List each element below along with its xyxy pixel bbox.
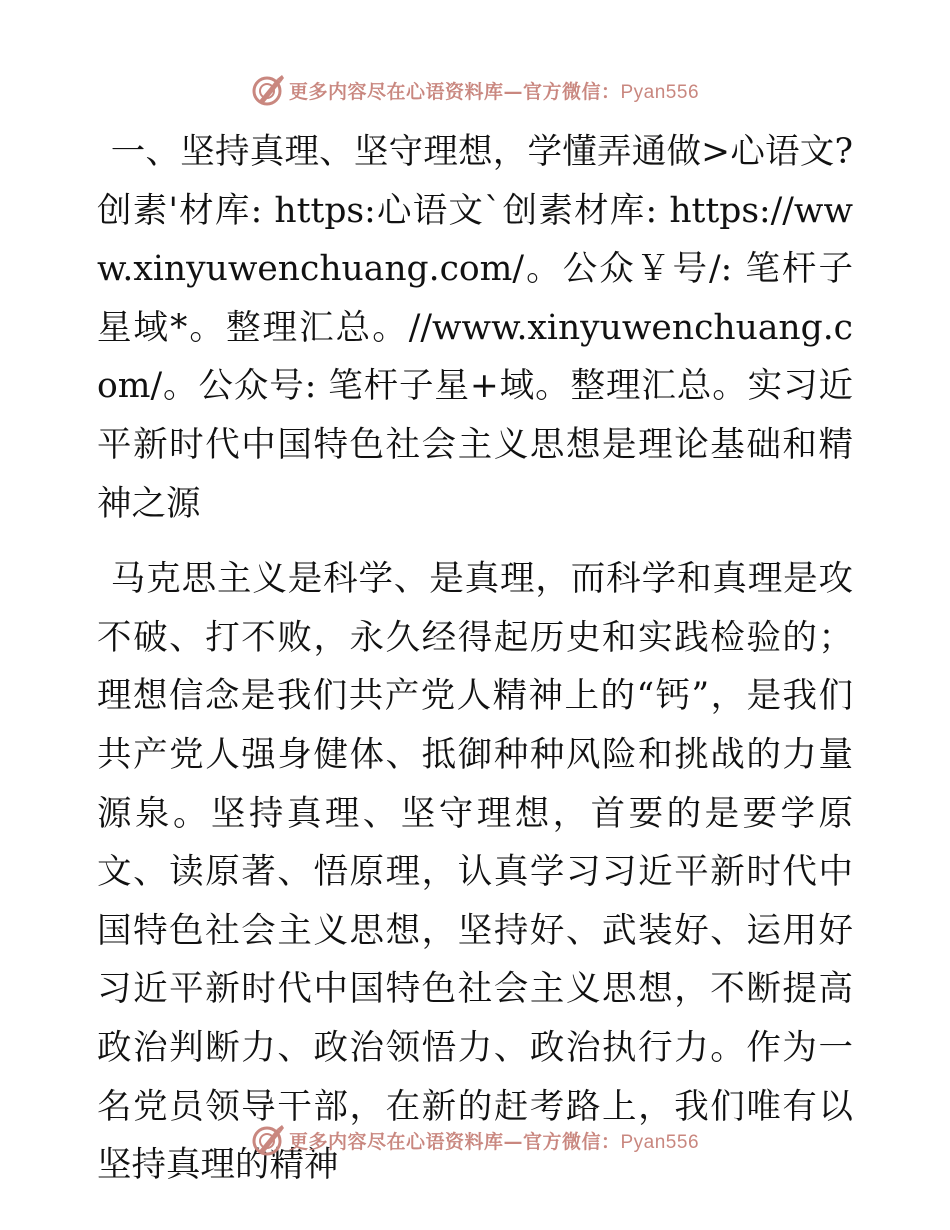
paragraph-1: 一、坚持真理、坚守理想，学懂弄通做>心语文?创素'材库: https:心语文`创素材库: https://www.xinyuwenchuang.com/。公众￥号/: 笔杆子星域*。整理汇总。//www.xinyuwenchuang.com/。公众号: 笔杆子星+域。整理汇总。实习近平新时代中国特色社会主义思想是理论基础和精神之源 — [97, 132, 853, 524]
document-body — [97, 123, 853, 1195]
header-wechat-id: Pyan556 — [620, 81, 700, 103]
paragraph-2: 马克思主义是科学、是真理，而科学和真理是攻不破、打不败，永久经得起历史和实践检验的；理想信念是我们共产党人精神上的“钙”，是我们共产党人强身健体、抵御种种风险和挑战的力量源泉。坚持真理、坚守理想，首要的是要学原文、读原著、悟原理，认真学习习近平新时代中国特色社会主义思想，坚持好、武装好、运用好习近平新时代中国特色社会主义思想，不断提高政治判断力、政治领悟力、政治执行力。作为一名党员领导干部，在新的赶考路上，我们唯有以坚持真理的精神 — [97, 559, 853, 1186]
footer-wechat-id: Pyan556 — [620, 1131, 700, 1153]
pen-logo-icon — [251, 1123, 285, 1157]
footer-banner-text: 更多内容尽在心语资料库—官方微信：Pyan556 — [288, 1130, 700, 1153]
pen-logo-icon — [251, 73, 285, 107]
footer-banner — [0, 1120, 950, 1160]
header-banner — [0, 70, 950, 110]
header-banner-text: 更多内容尽在心语资料库—官方微信：Pyan556 — [288, 80, 700, 103]
